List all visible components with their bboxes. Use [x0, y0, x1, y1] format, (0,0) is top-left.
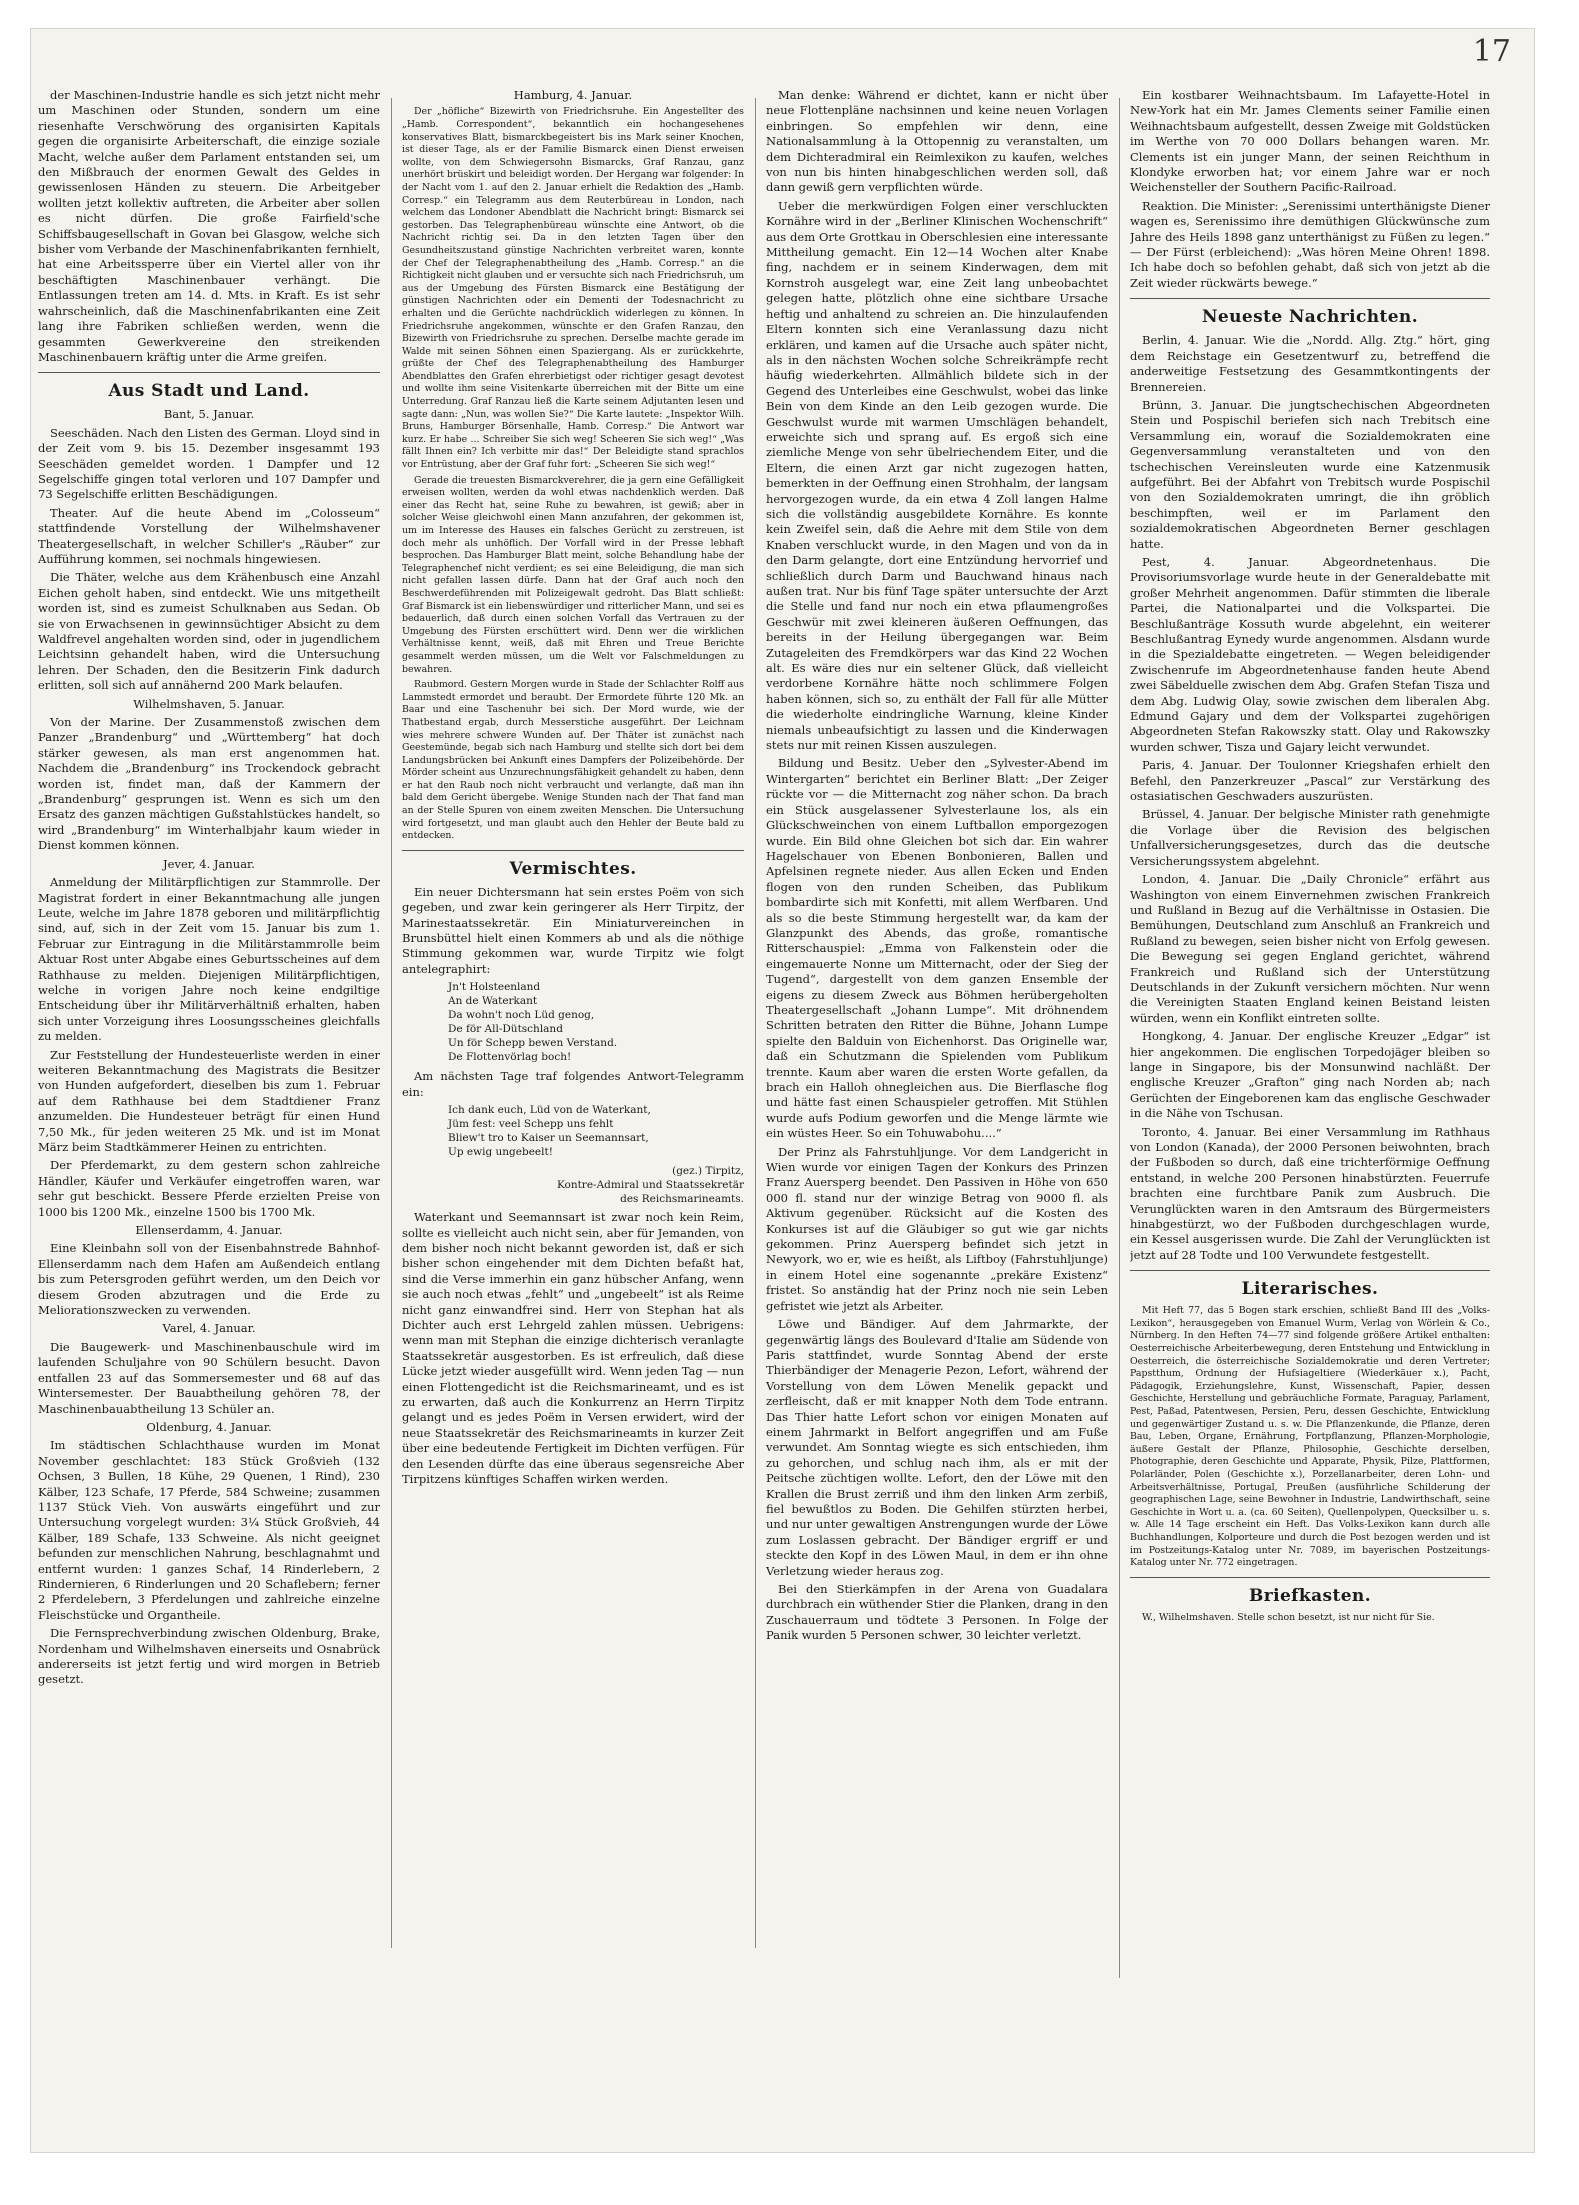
article-paragraph: Die Fernsprechverbindung zwischen Oldenburg, Brake, Nordenham und Wilhelmshaven einerseits und Osnabrück andererseits ist jetzt fertig und wird morgen in Betrieb gesetzt.: [38, 1626, 380, 1687]
article-paragraph: Zur Feststellung der Hundesteuerliste werden in einer weiteren Bekanntmachung des Magistrats die Besitzer von Hunden aufgefordert, dieselben bis zum 1. Februar auf dem Rathhause bei dem Stadtdiener Franz anzumelden. Die Hundesteuer beträgt für einen Hund 7,50 Mk., für jeden weiteren 25 Mk. und ist im Monat März beim Stadtkämmerer Heinen zu entrichten.: [38, 1047, 380, 1154]
article-paragraph: Ueber die merkwürdigen Folgen einer verschluckten Kornähre wird in der „Berliner Klinischen Wochenschrift“ aus dem Orte Grottkau in Oberschlesien eine interessante Mittheilung gemacht. Ein 12—14 Wochen alter Knabe fing, nachdem er in seinem Kinderwagen, dem mit Kornstroh ausgelegt war, eine Zeit lang unbeobachtet gelegen hatte, plötzlich ohne eine sichtbare Ursache heftig und anhaltend zu schreien an. Die hinzulaufenden Eltern konnten sich eine Veranlassung dazu nicht erklären, und kamen auf die Ursache auch später nicht, als in den nächsten Wochen solche Schreikrämpfe recht häufig wiederkehrten. Allmählich bildete sich in der Gegend des Unterleibes eine Geschwulst, wobei das linke Bein von dem Kinde an den Leib gezogen wurde. Die Geschwulst wurde mit warmen Umschlägen behandelt, erweichte sich und sprang auf. Es ergoß sich eine ziemliche Menge von sehr übelriechendem Eiter, und die Eltern, die einen Arzt gar nicht zugezogen hatten, bemerkten in der Oeffnung einen Strohhalm, der langsam hervorgezogen wurde, da ein etwa 4 Zoll langen Halme sich die vollständig ausgebildete Kornähre. Es konnte kein Zweifel sein, daß die Aehre mit dem Stile von dem Knaben verschluckt wurde, in den Magen und von da in den Darm gelangte, dort eine Entzündung hervorrief und schließlich durch Darm und Bauchwand hinaus nach außen trat. Nur bis fünf Tage später untersuchte der Arzt die Stelle und fand nur noch ein etwa pflaumengroßes Geschwür mit zwei kleineren äußeren Oeffnungen, das bereits in der Heilung übergegangen war. Beim Zutageleiten des Fremdkörpers war das Kind 22 Wochen alt. Es wäre dies nur ein seltener Glück, daß vielleicht verdorbene Kornähre hätte noch schlimmere Folgen haben können, sich so, zu enthält der Fall für alle Mütter die wiederholte eindringliche Warnung, kleine Kinder niemals unbeaufsichtigt zu lassen und die Kinderwagen stets nur mit reinen Kissen auszulegen.: [766, 198, 1108, 753]
continued-article: [38, 88, 380, 365]
news-item: Hongkong, 4. Januar. Der englische Kreuzer „Edgar“ ist hier angekommen. Die englischen Torpedojäger bleiben so lange in Singapore, bis der Monsunwind nachläßt. Der englische Kreuzer „Grafton“ ging nach Norden ab; nach Gerüchten der Eingeborenen kam das englische Geschwader in die Nähe von Tschusan.: [1130, 1029, 1490, 1121]
article-paragraph: Gerade die treuesten Bismarckverehrer, die ja gern eine Gefälligkeit erweisen wollten, werden da wohl etwas nachdenklich werden. Daß einer das Recht hat, seine Ruhe zu bewahren, ist gewiß; aber in solcher Weise gleichwohl einen Mann anzufahren, der gekommen ist, um im Interesse des Hauses ein falsches Gerücht zu zerstreuen, ist doch mehr als unhöflich. Der Vorfall wird in der Presse lebhaft besprochen. Das Hamburger Blatt meint, solche Behandlung habe der Telegraphenchef nicht verdient; es sei eine Beleidigung, die man sich nicht gefallen lassen dürfe. Dann hat der Graf auch noch den Beschwerdeführenden mit Polizeigewalt gedroht. Das Blatt schließt: Graf Bismarck ist ein liebenswürdiger und ritterlicher Mann, und sei es bedauerlich, daß durch einen solchen Vorfall das Vertrauen zu der Umgebung des Fürsten erschüttert wird. Denn wer die wirklichen Verhältnisse kennt, weiß, daß mit Ehren und Treue Berichte gesammelt werden müssen, um die Welt vor Falschmeldungen zu bewahren.: [402, 474, 744, 675]
news-item: Brünn, 3. Januar. Die jungtschechischen Abgeordneten Stein und Pospischil beriefen sich nach Trebitsch eine Versammlung ein, worauf die Sozialdemokraten eine Gegenversammlung veranstalteten und von den tschechischen Vereinsleuten wurde eine Katzenmusik aufgeführt. Bei der Abfahrt von Trebitsch wurde Pospischil von den Sozialdemokraten umringt, die ihn gröblich beschimpften, weil er im Parlament den sozialdemokratischen Abgeordneten Berner geschlagen hatte.: [1130, 397, 1490, 551]
section-divider: [38, 372, 380, 373]
article-paragraph: Anmeldung der Militärpflichtigen zur Stammrolle. Der Magistrat fordert in einer Bekanntmachung alle jungen Leute, welche im Jahre 1878 geboren und militärpflichtig sind, auf, sich in der Zeit vom 15. Januar bis zum 1. Februar zur Eintragung in die Militärstammrolle beim Aktuar Rost unter Abgabe eines Geburtsscheines auf dem Rathhause zu melden. Diejenigen Militärpflichtigen, welche in vorigen Jahre noch keine endgiltige Entscheidung über ihr Militärverhältniß erhalten, haben sich unter Vorzeigung ihres Loosungsscheines gleichfalls zu melden.: [38, 875, 380, 1044]
section-heading: Vermischtes.: [509, 858, 637, 879]
dateline: Oldenburg, 4. Januar.: [146, 1419, 272, 1434]
section-divider: [1130, 1270, 1490, 1271]
article-paragraph: Die Baugewerk- und Maschinenbauschule wird im laufenden Schuljahre von 90 Schülern besucht. Davon entfallen 23 auf das Sommersemester und 68 auf das Wintersemester. Der Bauabtheilung gehören 78, der Maschinenbauabtheilung 13 Schüler an.: [38, 1339, 380, 1416]
article-paragraph: W., Wilhelmshaven. Stelle schon besetzt, ist nur nicht für Sie.: [1142, 1611, 1435, 1623]
article-paragraph: Man denke: Während er dichtet, kann er nicht über neue Flottenpläne nachsinnen und keine neuen Vorlagen einbringen. So empfehlen wir denn, eine Nationalsammlung à la Ottopennig zu veranstalten, um dem Dichteradmiral ein Reimlexikon zu kaufen, welches von nun bis hinten hinabgeschlichen werden soll, daß dann gewiß gern verpflichten würde.: [766, 88, 1108, 195]
dateline: Wilhelmshaven, 5. Januar.: [133, 696, 285, 711]
article-paragraph: Bei den Stierkämpfen in der Arena von Guadalara durchbrach ein wüthender Stier die Planken, drang in den Zuschauerraum und tödtete 3 Personen. In Folge der Panik wurden 5 Personen schwer, 30 leichter verletzt.: [766, 1582, 1108, 1643]
article-paragraph: Theater. Auf die heute Abend im „Colosseum“ stattfindende Vorstellung der Wilhelmshavener Theatergesellschaft, in welcher Schiller's „Räuber“ zur Aufführung kommen, sei nochmals hingewiesen.: [38, 505, 380, 566]
column-rule: [391, 98, 392, 1948]
section-divider: [1130, 1577, 1490, 1578]
article-paragraph: Ein neuer Dichtersmann hat sein erstes Poëm von sich gegeben, und zwar kein geringerer als Herr Tirpitz, der Marinestaatssekretär. Ein Miniaturvereinchen in Brunsbüttel hielt einen Kommers ab und als die nöthige Stimmung gekommen war, wurde Tirpitz wie folgt antelegraphirt:: [402, 884, 744, 976]
section-heading: Briefkasten.: [1248, 1585, 1372, 1606]
column-rule: [755, 98, 756, 1948]
column-3: [766, 88, 1108, 2093]
article-paragraph: Im städtischen Schlachthause wurden im Monat November geschlachtet: 183 Stück Großvieh (132 Ochsen, 3 Bullen, 18 Kühe, 29 Quenen, 1 Rind), 230 Kälber, 123 Schafe, 17 Pferde, 584 Schweine; zusammen 1137 Stück Vieh. Von auswärts eingeführt und zur Untersuchung vorgelegt wurden: 3¼ Stück Großvieh, 44 Kälber, 189 Schafe, 133 Schweine. Als nicht geeignet befunden zur menschlichen Nahrung, beschlagnahmt und entfernt wurden: 1 ganzes Schaf, 14 Rinderlebern, 2 Rindernieren, 6 Rinderlungen und 20 Schaflebern; ferner 2 Pferdelebern, 3 Pferdelungen und zahlreiche einzelne Fleischstücke und Organtheile.: [38, 1438, 380, 1622]
column-4: [1130, 88, 1490, 2023]
article-paragraph: der Maschinen-Industrie handle es sich jetzt nicht mehr um Maschinen oder Stunden, sondern um eine riesenhafte Verschwörung des organisirten Kapitals gegen die organisirte Arbeiterschaft, die einzige soziale Macht, welche außer dem Parlament entstanden sei, um den Mißbrauch der enormen Gewalt des Geldes in gewissenlosen Händen zu steuern. Die Arbeitgeber wollten jetzt kollektiv auftreten, die Arbeiter aber sollen es nicht dürfen. Die große Fairfield'sche Schiffsbaugesellschaft in Govan bei Glasgow, welche sich bisher vom Verbande der Maschinenfabrikanten fernhielt, hat eine Arbeitssperre über ein Viertel aller von ihr beschäftigten Maschinenbauer verhängt. Die Entlassungen treten am 14. d. Mts. in Kraft. Es ist sehr wahrscheinlich, daß die Maschinenfabrikanten eine Zeit lang ihre Fabriken schließen werden, wenn die gesammten Gewerkvereine den streikenden Maschinenbauern kräftig unter die Arme greifen.: [38, 88, 380, 364]
news-item: Berlin, 4. Januar. Wie die „Nordd. Allg. Ztg.“ hört, ging dem Reichstage ein Gesetzentwurf zu, betreffend die anderweitige Festsetzung des Gesammtkontingents der Brennereien.: [1130, 333, 1490, 394]
article-paragraph: Waterkant und Seemannsart ist zwar noch kein Reim, sollte es vielleicht auch nicht sein, aber für Jemanden, von dem bisher noch nicht bekannt geworden ist, daß er sich bisher schon eingehender mit dem Dichten befaßt hat, sind die Verse immerhin ein ganz hübscher Anfang, wenn sie auch noch etwas „fehlt“ und „ungebeelt“ ist als Reime nicht ganz einwandfrei sind. Herr von Stephan hat als Dichter auch erst Lehrgeld zahlen müssen. Uebrigens: wenn man mit Stephan die einzige dichterisch veranlagte Staatssekretär ausgestorben. Es ist erfreulich, daß diese Lücke jetzt wieder ausgefüllt wird. Wenn jeden Tag — nun einen Flottengedicht ist die Reichsmarineamt, und es ist zu erwarten, daß auch die Konkurrenz an Herrn Tirpitz gelangt und es jedes Poëm in Versen erwidert, wird der neue Staatssekretär des Reichsmarineamts in kurzer Zeit über eine bedeutende Fertigkeit im Dichten verfügen. Für den Lesenden dürfte das eine überaus segensreiche Aber Tirpitzens künftiges Schaffen wirken werden.: [402, 1210, 744, 1486]
news-item: London, 4. Januar. Die „Daily Chronicle“ erfährt aus Washington von einem Einvernehmen zwischen Frankreich und Rußland in Bezug auf die Verhältnisse in Ostasien. Die Bemühungen, Deutschland zum Anschluß an Frankreich und Rußland zu bewegen, seien bisher nicht von Erfolg gewesen. Die Bewegung sei gegen England gerichtet, während Frankreich und Rußland sich der Unterstützung Deutschlands in der Zukunft versichern möchten. Nur wenn die Vereinigten Staaten England keinen Beistand leisten würden, wenn ein Konflikt eintreten sollte.: [1130, 872, 1490, 1025]
article-paragraph: Der Prinz als Fahrstuhljunge. Vor dem Landgericht in Wien wurde vor einigen Tagen der Konkurs des Prinzen Franz Auersperg beendet. Den Passiven in Höhe von 650 000 fl. stand nur der winzige Betrag von 9000 fl. als Aktivum gegenüber. Rücksicht auf die Kosten des Konkurses ist auf die Gläubiger so gut wie gar nichts gekommen. Prinz Auersperg befindet sich jetzt in Newyork, wo er, wie es heißt, als Liftboy (Fahrstuhljunge) in einem Hotel eine sogenannte „prekäre Existenz“ fristet. So anständig hat der Prinz noch nie sein Leben gefristet wie jetzt als Arbeiter.: [766, 1144, 1108, 1313]
page-number: 17: [1472, 34, 1511, 69]
section-heading: Literarisches.: [1241, 1279, 1379, 1300]
news-item: Toronto, 4. Januar. Bei einer Versammlung im Rathhaus von London (Kanada), der 2000 Personen beiwohnten, brach der Fußboden so durch, daß eine trichterförmige Oeffnung entstand, in welche 200 Personen hinabstürzten. Feuerrufe brachten eine furchtbare Panik zum Ausbruch. Die Verunglückten waren in den Amtsraum des Bürgermeisters hinabgestürzt, wo der Fußboden durchgeschlagen wurde, ein Kessel ausgerissen wurde. Die Zahl der Verunglückten ist jetzt auf 28 Todte und 100 Verwundete festgestellt.: [1130, 1124, 1490, 1262]
newspaper-page: [30, 28, 1535, 2153]
column-2: [402, 88, 744, 2093]
poem-verse: Ich dank euch, Lüd von de Waterkant, Jüm fest: veel Schepp uns fehlt Bliew't tro to Kaiser un Seemannsart, Up ewig ungebeelt!: [448, 1104, 651, 1159]
dateline: Jever, 4. Januar.: [163, 856, 255, 871]
news-item: Paris, 4. Januar. Der Toulonner Kriegshafen erhielt den Befehl, den Panzerkreuzer „Pascal“ zur Verstärkung des ostasiatischen Geschwaders auszurüsten.: [1130, 758, 1490, 804]
column-1: [38, 88, 380, 2093]
news-item: Pest, 4. Januar. Abgeordnetenhaus. Die Provisoriumsvorlage wurde heute in der Generaldebatte mit großer Mehrheit angenommen. Dafür stimmten die liberale Partei, die Nationalpartei und die Volkspartei. Die Beschlußanträge Kossuth wurde abgelehnt, ein weiterer Beschlußantrag Eynedy wurde angenommen. Alsdann wurde in die Spezialdebatte eingetreten. — Wegen beleidigender Zwischenrufe im Abgeordnetenhause fanden heute Abend zwei Säbelduelle zwischen dem Abg. Grafen Stefan Tisza und dem Abg. Ludwig Olay, sowie zwischen dem liberalen Abg. Edmund Gajary und dem der Volkspartei zugehörigen Abgeordneten Stefan Rakowszky statt. Olay und Rakowszky wurden schwer, Tisza und Gajary leicht verwundet.: [1130, 554, 1490, 754]
article-paragraph: Mit Heft 77, das 5 Bogen stark erschien, schließt Band III des „Volks-Lexikon“, herausgegeben von Emanuel Wurm, Verlag von Wörlein & Co., Nürnberg. In den Heften 74—77 sind folgende größere Artikel enthalten: Oesterreichische Arbeiterbewegung, deren Entstehung und Entwicklung in Oesterreich, die österreichische Sozialdemokratie und deren Vertreter; Papstthum, Ordnung der Hufsiageltiere (Wiederkäuer x.), Pacht, Pädagogik, Erziehungslehre, Kunst, Wissenschaft, Papier, dessen Geschichte, Herstellung und gebräuchliche Formate, Paraguay, Parlament, Pest, Paßad, Patentwesen, Persien, Peru, dessen Geschichte, Entwicklung und gegenwärtiger Zustand u. s. w. Die Pflanzenkunde, die Pflanze, deren Bau, Leben, Organe, Ernährung, Fortpflanzung, Pflanzen-Morphologie, äußere Gestalt der Pflanze, Philosophie, Geschichte derselben, Photographie, deren Geschichte und Apparate, Physik, Pilze, Plattformen, Polarländer, Polen (Geschichte x.), Porzellanarbeiter, deren Lohn- und Arbeitsverhältnisse, Portugal, Preußen (ausführliche Schilderung der geographischen Lage, seine Bewohner in Industrie, Landwirthschaft, seine Geschichte in Wort u. a. (ca. 60 Seiten), Quellenpolypen, Quecksilber u. s. w. Alle 14 Tage erscheint ein Heft. Das Volks-Lexikon kann durch alle Buchhandlungen, Kolporteure und durch die Post bezogen werden und ist im Postzeitungs-Katalog unter Nr. 7089, im bayerischen Postzeitungs-Katalog unter Nr. 772 eingetragen.: [1130, 1305, 1490, 1569]
article-paragraph: Raubmord. Gestern Morgen wurde in Stade der Schlachter Rolff aus Lammstedt ermordet und beraubt. Der Ermordete führte 120 Mk. an Baar und eine Taschenuhr bei sich. Der Mord wurde, wie der Thatbestand ergab, durch Messerstiche ausgeführt. Der Leichnam wies mehrere schwere Wunden auf. Der Thäter ist zunächst nach Geestemünde, begab sich nach Hamburg und stellte sich dort bei dem Landungsbrücken bei Ankunft eines Dampfers der Polizeibehörde. Der Mörder scheint aus Unzurechnungsfähigkeit gehandelt zu haben, denn er hat den Raub noch nicht verbraucht und verlangte, daß man ihn bald dem Gericht übergebe. Wenige Stunden nach der That fand man an der Stelle Spuren von einem zweiten Menschen. Die Untersuchung wird fortgesetzt, und man glaubt auch den Hehler der Beute bald zu entdecken.: [402, 679, 744, 842]
article-paragraph: Seeschäden. Nach den Listen des German. Lloyd sind in der Zeit vom 9. bis 15. Dezember insgesammt 193 Seeschäden gemeldet worden. 1 Dampfer und 12 Segelschiffe gingen total verloren und 107 Dampfer und 73 Segelschiffe erlitten Beschädigungen.: [38, 425, 380, 502]
article-paragraph: Am nächsten Tage traf folgendes Antwort-Telegramm ein:: [402, 1069, 744, 1099]
article-paragraph: Von der Marine. Der Zusammenstoß zwischen dem Panzer „Brandenburg“ und „Württemberg“ hat doch stärker gewesen, als man erst angenommen hat. Nachdem die „Brandenburg“ ins Trockendock gebracht worden ist, findet man, daß der Kammern der „Brandenburg“ gesprungen ist. Wenn es sich um den Ersatz des ganzen mächtigen Gußstahlstückes handelt, so wird „Brandenburg“ im Winterhalbjahr kaum wieder in Dienst kommen können.: [38, 715, 380, 853]
news-item: Brüssel, 4. Januar. Der belgische Minister rath genehmigte die Vorlage über die Revision des belgischen Unfallversicherungsgesetzes, durch das die deutsche Versicherungssystem abgelehnt.: [1130, 807, 1490, 868]
section-divider: [402, 850, 744, 851]
dateline: Ellenserdamm, 4. Januar.: [135, 1223, 283, 1238]
article-paragraph: Ein kostbarer Weihnachtsbaum. Im Lafayette-Hotel in New-York hat ein Mr. James Clements seiner Familie einen Weihnachtsbaum aufgestellt, dessen Zweige mit Goldstücken im Werthe von 70 000 Dollars behangen waren. Mr. Clements ist ein junger Mann, der seinen Reichthum in Klondyke erworben hat; vor einem Jahre war er noch Weichensteller der Southern Pacific-Railroad.: [1130, 88, 1490, 195]
article-paragraph: Der „höfliche“ Bizewirth von Friedrichsruhe. Ein Angestellter des „Hamb. Correspondent“, bekanntlich ein hochangesehenes konservatives Blatt, bismarckbegeistert bis ins Mark seiner Knochen, ist dieser Tage, als er der Familie Bismarck einen Dienst erweisen wollte, von dem Schwiegersohn Bismarcks, Graf Ranzau, ganz unerhört brüskirt und beleidigt worden. Der Hergang war folgender: In der Nacht vom 1. auf den 2. Januar erhielt die Redaktion des „Hamb. Corresp.“ ein Telegramm aus dem Reuterbüreau in London, nach welchem das Londoner Abendblatt die Nachricht bringt: Bismarck sei gestorben. Das Telegraphenbüreau wünschte eine Antwort, ob die Nachricht richtig sei. Da in den letzten Tagen über den Gesundheitszustand günstige Nachrichten verbreitet waren, konnte der Chef der Telegraphenabtheilung des „Hamb. Corresp.“ an die Richtigkeit nicht glauben und er versuchte sich nach Friedrichsruh, um aus der Umgebung des Fürsten Bismarck eine Bestätigung der günstigen Nachrichten oder ein Dementi der Todesnachricht zu erhalten und die Gerüchte nachdrücklich widerlegen zu können. In Friedrichsruhe angekommen, wünschte er den Grafen Ranzau, den Bizewirth von Friedrichsruhe zu sprechen. Derselbe machte gerade im Walde mit seinen Söhnen einen Spaziergang. Als er zurückkehrte, grüßte der Chef des Telegraphenabtheilung des Hamburger Abendblattes den Grafen ehrerbietigst oder richtiger gesagt devotest und wollte ihm seine Visitenkarte überreichen mit der Bitte um eine Unterredung. Graf Ranzau ließ die Karte seinem Adjutanten lesen und sagte dann: „Nun, was wollen Sie?“ Die Karte lautete: „Inspektor Wilh. Bruns, Hamburger Börsenhalle, Hamb. Corresp.“ Die Antwort war kurz. Er habe ... Schreiber Sie sich weg! Scheeren Sie sich weg!“ „Was fällt Ihnen ein? Ich verbitte mir das!“ Der Beleidigte stand sprachlos vor Entrüstung, aber der Graf fuhr fort: „Scheeren Sie sich weg!“: [402, 106, 744, 471]
section-heading: Aus Stadt und Land.: [108, 381, 310, 402]
section-divider: [1130, 298, 1490, 299]
column-rule: [1119, 98, 1120, 1978]
poem-verse: Jn't Holsteenland An de Waterkant Da wohn't noch Lüd genog, De för All-Dütschland Un för Schepp bewen Verstand. De Flottenvörlag boch!: [448, 981, 618, 1064]
section-heading: Neueste Nachrichten.: [1201, 307, 1419, 328]
telegram-signature: (gez.) Tirpitz, Kontre-Admiral und Staatssekretär des Reichsmarineamts.: [556, 1165, 744, 1206]
dateline: Hamburg, 4. Januar.: [513, 88, 633, 102]
article-paragraph: Löwe und Bändiger. Auf dem Jahrmarkte, der gegenwärtig längs des Boulevard d'Italie am Südende von Paris stattfindet, wurde Sonntag Abend der erste Thierbändiger der Menagerie Pezon, Lefort, während der Vorstellung von dem Löwen Menelik gepackt und zerfleischt, daß er mit knapper Noth dem Tode entrann. Das Thier hatte Lefort schon vor einigen Monaten auf einem Jahrmarkt in Belfort angegriffen und am Fuße verwundet. Am Sonntag wiegte es sich entschieden, ihm zu gehorchen, und schlug nach ihm, als er mit der Peitsche züchtigen wollte. Lefort, den der Löwe mit den Krallen die Brust zerriß und ihm den linken Arm zerbiß, fiel bewußtlos zu Boden. Die Gehilfen stürzten herbei, und nur unter gewaltigen Anstrengungen wurde der Löwe zum Loslassen gebracht. Der Bändiger ergriff er und steckte den Kopf in des Löwen Maul, in dem er ihn ohne Verletzung wieder heraus zog.: [766, 1317, 1108, 1578]
article-paragraph: Eine Kleinbahn soll von der Eisenbahnstrede Bahnhof-Ellenserdamm nach dem Hafen am Außendeich entlang bis zum Petersgroden geführt werden, um den Deich vor diesem Groden abzutragen und die Erde zu Meliorationszwecken zu verwenden.: [38, 1241, 380, 1318]
article-paragraph: Bildung und Besitz. Ueber den „Sylvester-Abend im Wintergarten“ berichtet ein Berliner Blatt: „Der Zeiger rückte vor — die Mitternacht zog näher schon. Da brach ein Stück ausgelassener Sylvesterlaune los, als ein Glückschweinchen von einem Luftballon emporgezogen wurde. Ein Bild ohne Gleichen bot sich dar. Ein wahrer Hagelschauer von Ebenen Bonbonieren, Ballen und Apfelsinen regnete nieder. Aus allen Ecken und Enden flogen von den runden Scheiben, das Publikum bombardirte sich mit Konfetti, mit allem Werfbaren. Und als so die beste Stimmung hergestellt war, da kam der Glanzpunkt des Abends, das große, romantische Ritterschauspiel: „Emma von Falkenstein oder die eingemauerte Nonne um Mitternacht, oder der Sieg der Tugend“, dargestellt von dem ganzen Ensemble der eigens zu diesem Zweck aus Böhmen herübergeholten Theatergesellschaft „Johann Lumpe“. Mit dröhnendem Schritten betraten den Ritter die Bühne, Johann Lumpe spielte den Balduin von Eichenhorst. Das Originelle war, daß ein Schutzmann die Spielenden vom Publikum trennte. Kaum aber waren die ersten Worte gefallen, da brach ein Halloh ohnegleichen aus. Die Bierflasche flog und hätte fast einen Schauspieler getroffen. Mit Stühlen wurde aufs Podium geworfen und die Menge lärmte wie ein wüstes Heer. So ein Tohuwabohu....“: [766, 756, 1108, 1141]
article-paragraph: Der Pferdemarkt, zu dem gestern schon zahlreiche Händler, Käufer und Verkäufer eingetroffen waren, war sehr gut beschickt. Bessere Pferde erzielten Preise von 1000 bis 1200 Mk., einzelne 1500 bis 1700 Mk.: [38, 1158, 380, 1219]
dateline: Bant, 5. Januar.: [163, 407, 255, 422]
article-paragraph: Reaktion. Die Minister: „Serenissimi unterthänigste Diener wagen es, Serenissimo ihre demüthigen Glückwünsche zum Jahre des Heils 1898 ganz unterthänigst zu Füßen zu legen.“ — Der Fürst (erbleichend): „Was hören Meine Ohren! 1898. Ich habe doch so befohlen gehabt, daß sich von jetzt ab die Zeit wieder rückwärts bewege.“: [1130, 198, 1490, 290]
article-paragraph: Die Thäter, welche aus dem Krähenbusch eine Anzahl Eichen geholt haben, sind entdeckt. Wie uns mitgetheilt worden ist, sind es zumeist Schulknaben aus Sedan. Ob sie von Erwachsenen in gewinnsüchtiger Absicht zu dem Waldfrevel angehalten worden sind, oder in jugendlichem Leichtsinn gehandelt haben, wird die Untersuchung lehren. Der Schaden, den die Besitzerin Fink dadurch erlitten, soll sich auf annähernd 200 Mark belaufen.: [38, 570, 380, 693]
dateline: Varel, 4. Januar.: [162, 1321, 256, 1336]
